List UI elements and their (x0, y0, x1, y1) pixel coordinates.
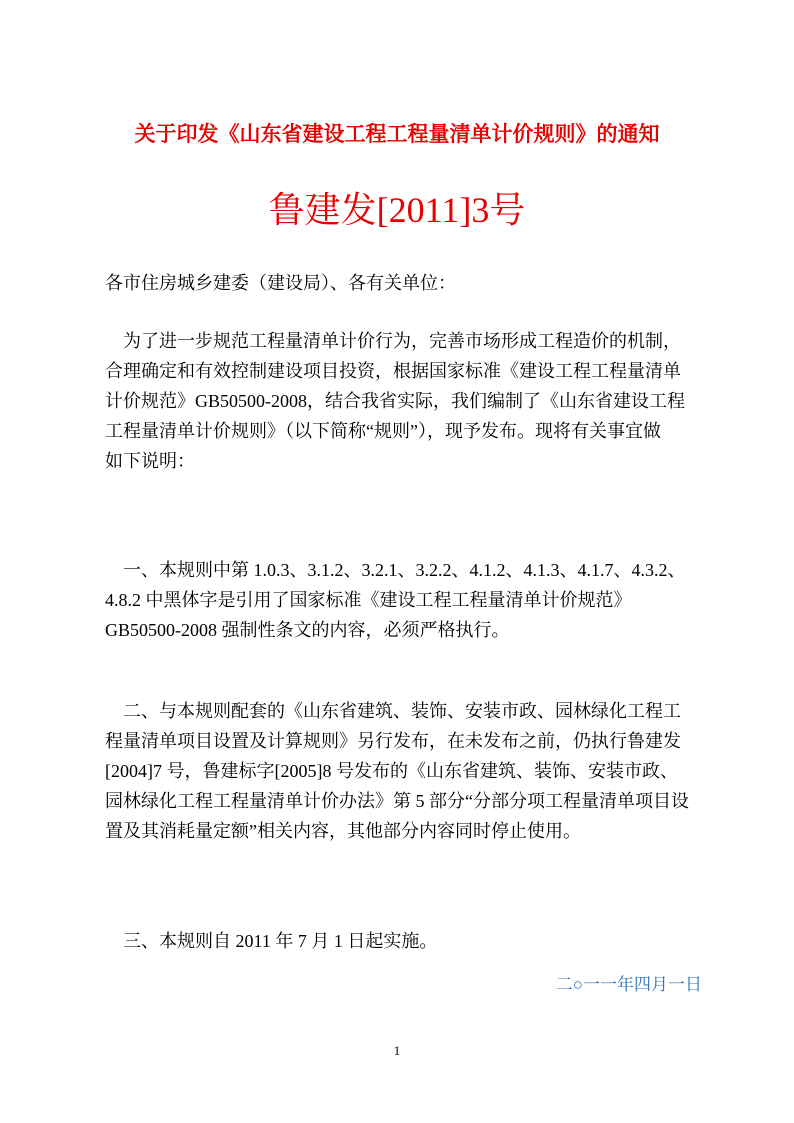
paragraph-line: 置及其消耗量定额”相关内容，其他部分内容同时停止使用。 (105, 821, 581, 841)
paragraph-line: 4.8.2 中黑体字是引用了国家标准《建设工程工程量清单计价规范》 (105, 590, 632, 610)
page-number: 1 (393, 1043, 401, 1058)
paragraph-item-three (105, 926, 709, 956)
issue-date: 二○一一年四月一日 (555, 975, 702, 994)
paragraph-line: 为了进一步规范工程量清单计价行为，完善市场形成工程造价的机制， (105, 331, 681, 351)
paragraph-item-one (105, 555, 709, 645)
paragraph-line: 工程量清单计价规则》（以下简称“规则”），现予发布。现将有关事宜做 (105, 421, 661, 441)
paragraph-line: GB50500-2008 强制性条文的内容，必须严格执行。 (105, 620, 510, 640)
paragraph-line: 计价规范》GB50500-2008，结合我省实际，我们编制了《山东省建设工程 (105, 391, 685, 411)
paragraph-line: 二、与本规则配套的《山东省建筑、装饰、安装市政、园林绿化工程工 (105, 701, 681, 721)
paragraph-line: 三、本规则自 2011 年 7 月 1 日起实施。 (105, 931, 438, 951)
document-title: 关于印发《山东省建设工程工程量清单计价规则》的通知 (134, 122, 660, 146)
paragraph-line: 合理确定和有效控制建设项目投资，根据国家标准《建设工程工程量清单 (105, 361, 681, 381)
paragraph-line: 园林绿化工程工程量清单计价办法》第 5 部分“分部分项工程量清单项目设 (105, 791, 689, 811)
addressee-line: 各市住房城乡建委（建设局）、各有关单位： (105, 273, 456, 293)
document-number: 鲁建发[2011]3号 (268, 190, 526, 230)
paragraph-line: 一、本规则中第 1.0.3、3.1.2、3.2.1、3.2.2、4.1.2、4.1.3、4.1.7、4.3.2、 (105, 560, 686, 580)
paragraph-line: [2004]7 号，鲁建标字[2005]8 号发布的《山东省建筑、装饰、安装市政、 (105, 761, 678, 781)
paragraph-line: 程量清单项目设置及计算规则》另行发布，在未发布之前，仍执行鲁建发 (105, 731, 681, 751)
paragraph-item-two (105, 696, 709, 846)
paragraph-intro (105, 326, 709, 476)
paragraph-line: 如下说明： (105, 451, 195, 471)
